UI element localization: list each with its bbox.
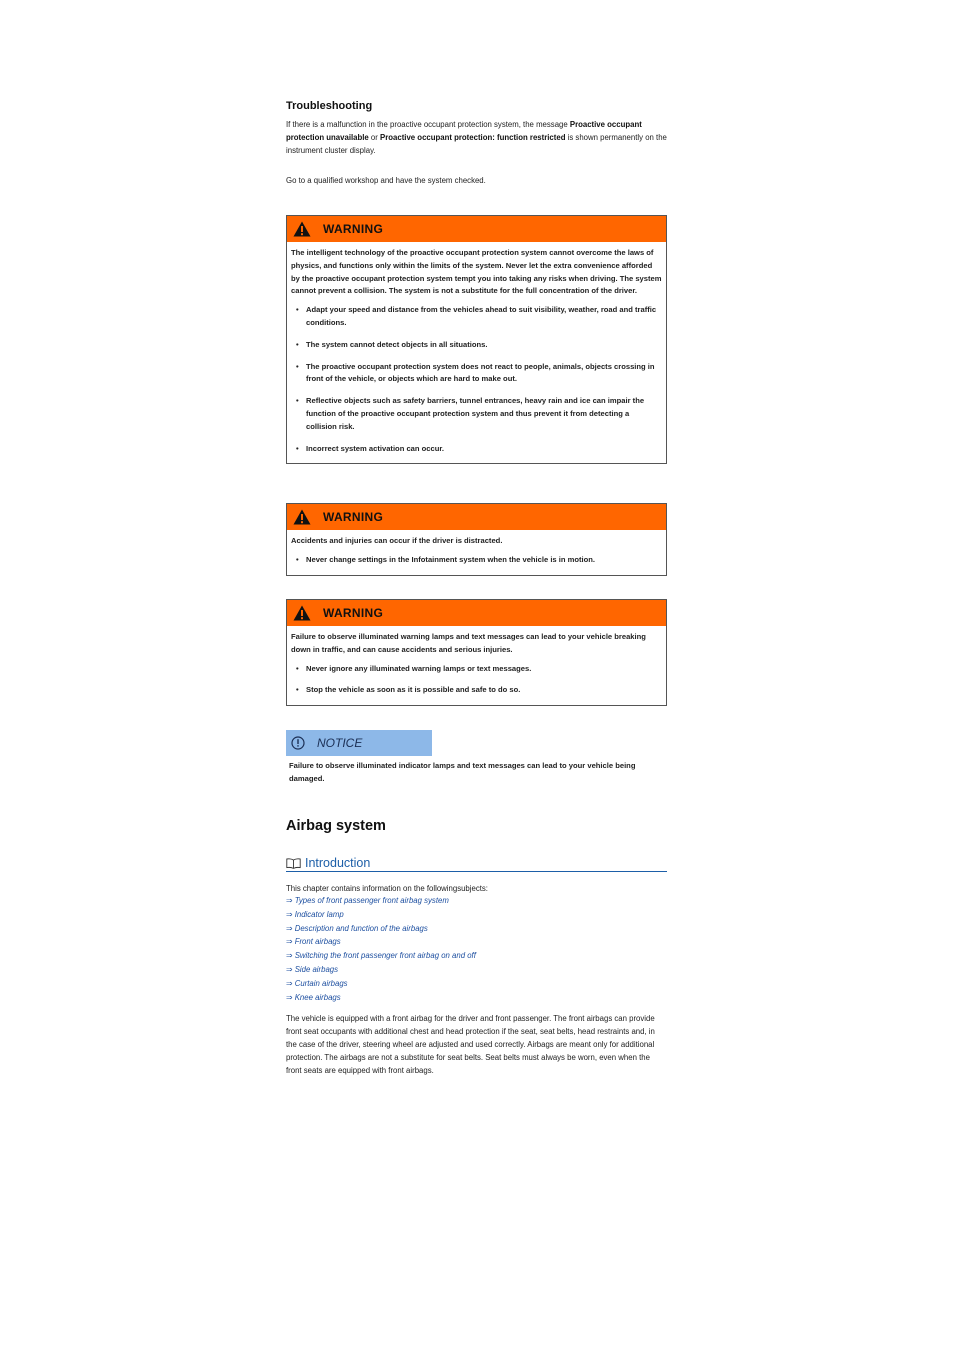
introduction-text: This chapter contains information on the followingsubjects:	[286, 884, 488, 893]
warning-title: WARNING	[323, 222, 384, 236]
warning-triangle-icon	[293, 509, 311, 525]
notice-header	[286, 730, 432, 756]
text-run: If there is a malfunction in the proactive occupant protection system, the message	[286, 120, 570, 129]
message-proactive-restricted: Proactive occupant protection: function restricted	[380, 133, 566, 142]
warning-text: Failure to observe illuminated warning lamps and text messages can lead to your vehicle breaking down in traffic, and can cause accidents and serious injuries.	[291, 632, 646, 654]
airbag-system-heading: Airbag system	[286, 818, 386, 834]
workshop-paragraph: Go to a qualified workshop and have the system checked.	[286, 176, 486, 185]
warning-body	[287, 626, 666, 705]
link-switching-front-passenger-airbag[interactable]: ⇒ Switching the front passenger front airbag on and off	[286, 951, 476, 961]
link-front-passenger-airbag-types[interactable]: ⇒ Types of front passenger front airbag system	[286, 896, 449, 905]
warning-body	[287, 242, 666, 463]
notice-title: NOTICE	[317, 736, 363, 750]
warning-box-warning-lamps	[286, 599, 667, 706]
warning-header	[287, 504, 666, 530]
list-item: • Incorrect system activation can occur.	[291, 443, 662, 456]
warning-body	[287, 530, 666, 575]
link-knee-airbags[interactable]: ⇒ Knee airbags	[286, 992, 341, 1002]
list-item: • Adapt your speed and distance from the vehicles ahead to suit visibility, weather, road and traffic conditions.	[291, 304, 662, 330]
link-indicator-lamp[interactable]: ⇒ Indicator lamp	[286, 909, 344, 919]
message-proactive-unavailable: Proactive occupant protection unavailable	[286, 120, 642, 142]
subject-link-list	[286, 894, 667, 1004]
warning-box-distraction	[286, 503, 667, 576]
warning-list	[291, 554, 662, 567]
warning-box-proactive-system	[286, 215, 667, 464]
warning-text: The intelligent technology of the proactive occupant protection system cannot overcome the laws of physics, and functions only within the limits of the system. Never let the extra convenience afforded by the proactive occupant protection system tempt you into taking any risks when driving. The system cannot prevent a collision. The system is not a substitute for the full concentration of the driver.	[291, 248, 662, 296]
text-run: is shown permanently on the instrument cluster display.	[286, 133, 667, 155]
warning-triangle-icon	[293, 605, 311, 621]
link-front-airbags[interactable]: ⇒ Front airbags	[286, 937, 341, 947]
troubleshooting-paragraph	[286, 118, 667, 157]
text-run: or	[368, 133, 381, 142]
list-item: • Never change settings in the Infotainment system when the vehicle is in motion.	[291, 554, 662, 567]
warning-title: WARNING	[323, 606, 384, 620]
list-item: • The proactive occupant protection system does not react to people, animals, objects crossing in front of the vehicle, or objects which are hard to make out.	[291, 361, 662, 387]
warning-text: Accidents and injuries can occur if the driver is distracted.	[291, 536, 503, 545]
warning-list	[291, 304, 662, 455]
airbag-body-paragraph: The vehicle is equipped with a front airbag for the driver and front passenger. The front airbags can provide front seat occupants with additional chest and head protection if the seat, seat belts, head restraints and, in the case of the driver, steering wheel are adjusted and used correctly. Airbags are meant only for additional protection. The airbags are not a substitute for seat belts. Seat belts must always be worn, even when the front seats are equipped with front airbags.	[286, 1014, 655, 1075]
warning-header	[287, 600, 666, 626]
troubleshooting-heading: Troubleshooting	[286, 100, 373, 112]
link-side-airbags[interactable]: ⇒ Side airbags	[286, 964, 339, 974]
list-item: • Never ignore any illuminated warning lamps or text messages.	[291, 663, 662, 676]
list-item: • Reflective objects such as safety barriers, tunnel entrances, heavy rain and ice can impair the function of the proactive occupant protection system and thus prevent it from detecting a collision risk.	[291, 395, 662, 433]
list-item: • Stop the vehicle as soon as it is possible and safe to do so.	[291, 684, 662, 697]
link-description-function-airbags[interactable]: ⇒ Description and function of the airbags	[286, 923, 428, 933]
introduction-label: Introduction	[305, 856, 371, 870]
warning-list	[291, 663, 662, 698]
warning-triangle-icon	[293, 221, 311, 237]
link-curtain-airbags[interactable]: ⇒ Curtain airbags	[286, 978, 348, 988]
list-item: • The system cannot detect objects in all situations.	[291, 339, 662, 352]
warning-header	[287, 216, 666, 242]
notice-text: Failure to observe illuminated indicator lamps and text messages can lead to your vehicle being damaged.	[289, 761, 636, 783]
open-book-icon	[286, 858, 301, 869]
exclamation-circle-icon	[291, 736, 305, 750]
introduction-heading	[286, 855, 667, 872]
warning-title: WARNING	[323, 510, 384, 524]
